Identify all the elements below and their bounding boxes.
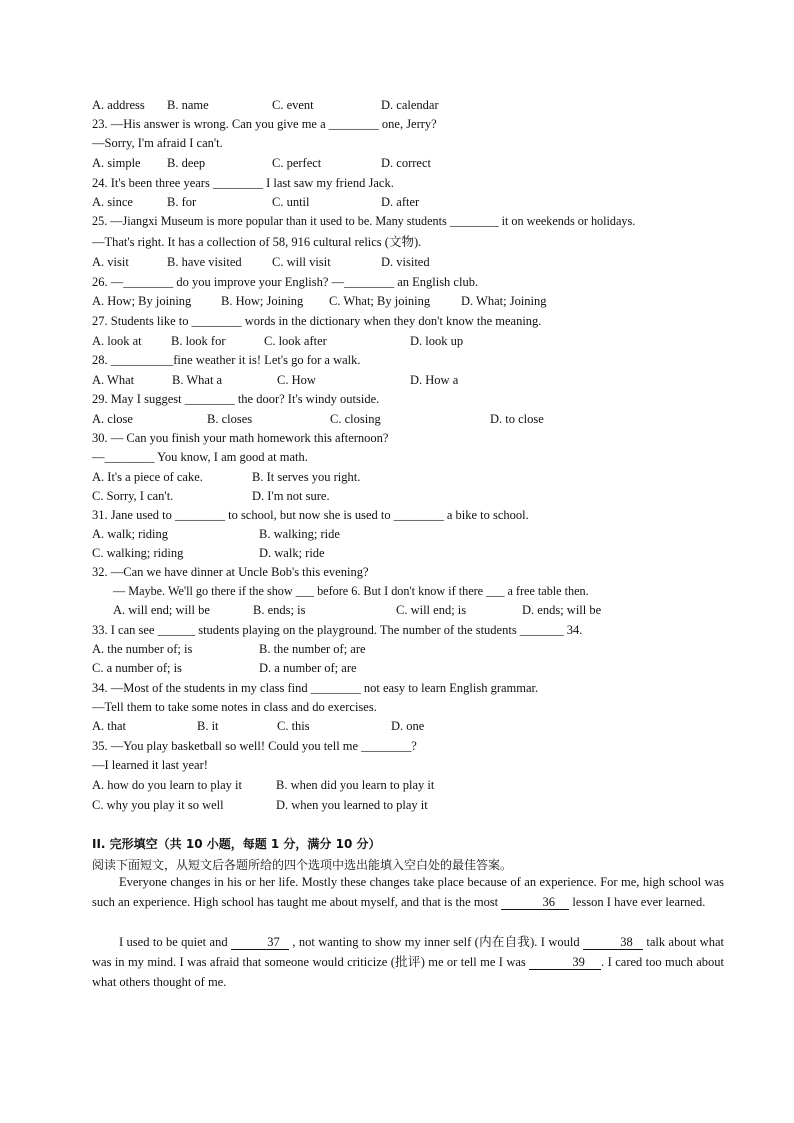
q28-option-d: D. How a — [410, 373, 459, 387]
q33-option-b: B. the number of; are — [259, 642, 366, 656]
q32-option-b: B. ends; is — [253, 603, 306, 617]
q30-option-b: B. It serves you right. — [252, 470, 361, 484]
q29-option-c: C. closing — [330, 412, 381, 426]
passage-text: , not wanting to show my inner self (内在自我). I would — [288, 935, 583, 949]
q35-option-c: C. why you play it so well — [92, 798, 224, 812]
q33-option-d: D. a number of; are — [259, 661, 357, 675]
q33-stem: 33. I can see ______ students playing on the playground. The number of the students _______ 34. — [92, 623, 583, 637]
q34-option-d: D. one — [391, 719, 425, 733]
q34-stem: 34. —Most of the students in my class find ________ not easy to learn English grammar. — [92, 681, 539, 695]
q22-option-d: D. calendar — [381, 98, 439, 112]
q31-option-d: D. walk; ride — [259, 546, 325, 560]
q35-option-b: B. when did you learn to play it — [276, 778, 435, 792]
q25-stem: 25. —Jiangxi Museum is more popular than it used to be. Many students ________ it on weekends or holidays. — [92, 214, 636, 228]
q28-option-c: C. How — [277, 373, 316, 387]
q35-option-d: D. when you learned to play it — [276, 798, 428, 812]
q33-option-c: C. a number of; is — [92, 661, 182, 675]
q26-option-d: D. What; Joining — [461, 294, 547, 308]
q25-option-b: B. have visited — [167, 255, 242, 269]
q34-option-c: C. this — [277, 719, 310, 733]
q26-option-b: B. How; Joining — [221, 294, 304, 308]
q30-stem: 30. — Can you finish your math homework this afternoon? — [92, 431, 389, 445]
q26-stem: 26. —________ do you improve your English? —________ an English club. — [92, 275, 479, 289]
q22-option-c: C. event — [272, 98, 314, 112]
passage-text: talk about what was in my mind. I was afraid that someone would criticize (批评) me or tell me I was — [92, 935, 724, 969]
q24-option-a: A. since — [92, 195, 133, 209]
q24-stem: 24. It's been three years ________ I last saw my friend Jack. — [92, 176, 394, 190]
q23-option-b: B. deep — [167, 156, 206, 170]
q23-option-c: C. perfect — [272, 156, 322, 170]
cloze-blank-37: 37 — [231, 936, 289, 950]
q29-option-a: A. close — [92, 412, 133, 426]
q23-stem: 23. —His answer is wrong. Can you give me a ________ one, Jerry? — [92, 117, 437, 131]
cloze-blank-38: 38 — [583, 936, 643, 950]
q32-option-a: A. will end; will be — [113, 603, 210, 617]
q27-option-b: B. look for — [171, 334, 226, 348]
q29-option-b: B. closes — [207, 412, 253, 426]
q32-option-d: D. ends; will be — [522, 603, 602, 617]
q28-option-b: B. What a — [172, 373, 223, 387]
q30-option-a: A. It's a piece of cake. — [92, 470, 203, 484]
q24-option-d: D. after — [381, 195, 420, 209]
q29-stem: 29. May I suggest ________ the door? It's windy outside. — [92, 392, 380, 406]
q25-option-d: D. visited — [381, 255, 430, 269]
cloze-blank-39: 39 — [529, 956, 601, 970]
q30-option-d: D. I'm not sure. — [252, 489, 330, 503]
passage-paragraph-1 — [92, 873, 724, 913]
q34-reply: —Tell them to take some notes in class and do exercises. — [92, 700, 377, 714]
q31-option-b: B. walking; ride — [259, 527, 340, 541]
q27-stem: 27. Students like to ________ words in the dictionary when they don't know the meaning. — [92, 314, 542, 328]
q35-reply: —I learned it last year! — [92, 758, 208, 772]
q25-option-c: C. will visit — [272, 255, 331, 269]
section-title: II. 完形填空（共 10 小题，每题 1 分，满分 10 分） — [92, 837, 381, 851]
q27-option-c: C. look after — [264, 334, 327, 348]
q28-option-a: A. What — [92, 373, 135, 387]
passage-text: Everyone changes in his or her life. Mostly these changes take place because of an experience. For me, high school was such an experience. High school has taught me about myself, and that is the most — [92, 875, 724, 909]
cloze-blank-36: 36 — [501, 896, 569, 910]
q32-stem: 32. —Can we have dinner at Uncle Bob's this evening? — [92, 565, 369, 579]
q30-reply: —________ You know, I am good at math. — [92, 450, 308, 464]
passage-text: I used to be quiet and — [119, 935, 231, 949]
q27-option-a: A. look at — [92, 334, 142, 348]
q28-stem: 28. __________fine weather it is! Let's go for a walk. — [92, 353, 361, 367]
q32-reply: — Maybe. We'll go there if the show ___ before 6. But I don't know if there ___ a free table then. — [113, 584, 589, 598]
q22-option-a: A. address — [92, 98, 145, 112]
q29-option-d: D. to close — [490, 412, 544, 426]
q31-stem: 31. Jane used to ________ to school, but now she is used to ________ a bike to school. — [92, 508, 529, 522]
q26-option-a: A. How; By joining — [92, 294, 192, 308]
q35-option-a: A. how do you learn to play it — [92, 778, 242, 792]
passage-text: . I cared too much about what others thought of me. — [92, 954, 724, 989]
q33-option-a: A. the number of; is — [92, 642, 193, 656]
q31-option-a: A. walk; riding — [92, 527, 169, 541]
q23-option-d: D. correct — [381, 156, 431, 170]
q31-option-c: C. walking; riding — [92, 546, 184, 560]
q23-reply: —Sorry, I'm afraid I can't. — [92, 136, 223, 150]
q25-option-a: A. visit — [92, 255, 129, 269]
q24-option-b: B. for — [167, 195, 197, 209]
q30-option-c: C. Sorry, I can't. — [92, 489, 174, 503]
section-instruction: 阅读下面短文，从短文后各题所给的四个选项中选出能填入空白处的最佳答案。 — [92, 858, 513, 872]
q22-option-b: B. name — [167, 98, 209, 112]
q25-reply: —That's right. It has a collection of 58, 916 cultural relics (文物). — [92, 235, 422, 249]
q26-option-c: C. What; By joining — [329, 294, 431, 308]
passage-paragraph-2 — [92, 933, 724, 992]
q27-option-d: D. look up — [410, 334, 464, 348]
q34-option-b: B. it — [197, 719, 219, 733]
q35-stem: 35. —You play basketball so well! Could you tell me ________? — [92, 739, 417, 753]
q34-option-a: A. that — [92, 719, 127, 733]
passage-text: lesson I have ever learned. — [569, 894, 706, 909]
q23-option-a: A. simple — [92, 156, 141, 170]
q24-option-c: C. until — [272, 195, 310, 209]
q32-option-c: C. will end; is — [396, 603, 467, 617]
